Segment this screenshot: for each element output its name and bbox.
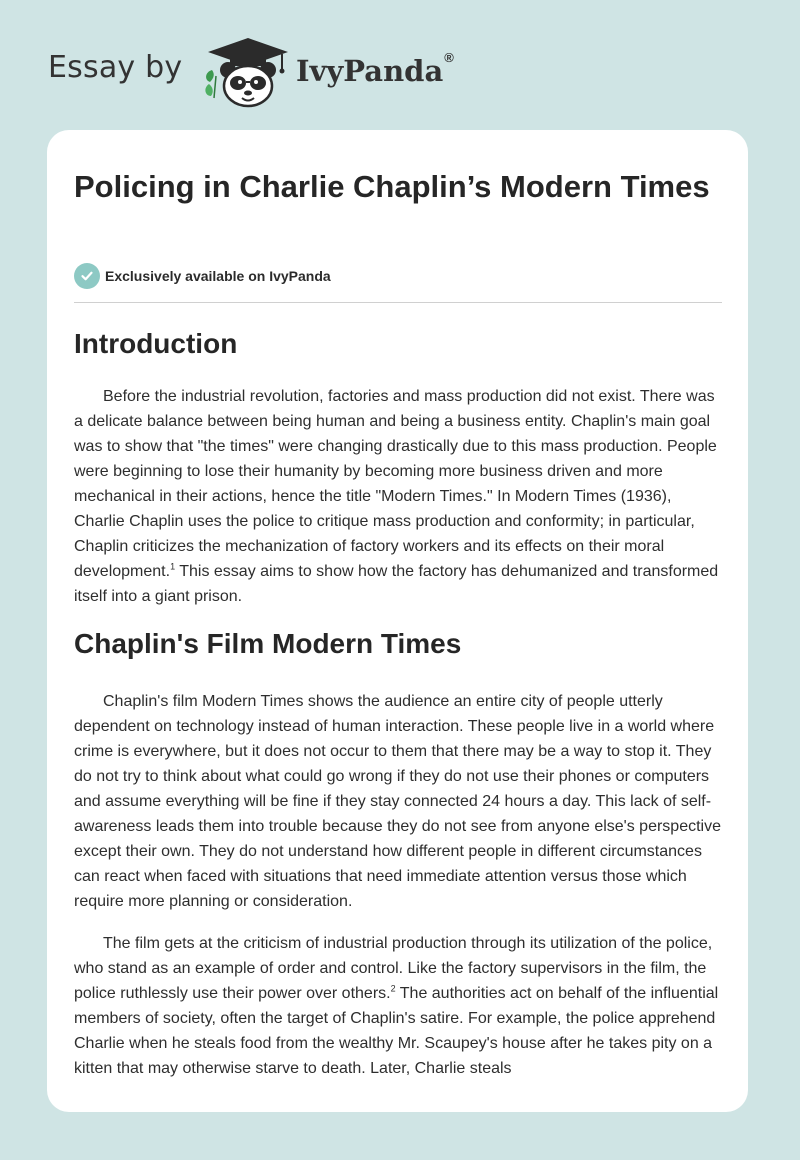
registered-mark: ® xyxy=(444,50,454,65)
exclusive-badge xyxy=(74,263,331,289)
paragraph-text: The film gets at the criticism of industrial production through its utilization of the police, who stand as an example of order and control. Like the factory supervisors in the film, the police ruthlessly use their power over others. xyxy=(74,935,713,1002)
divider xyxy=(74,302,722,303)
paragraph-introduction xyxy=(74,384,724,609)
exclusive-label: Exclusively available on IvyPanda xyxy=(105,268,331,284)
paragraph-text: Before the industrial revolution, factories and mass production did not exist. There was a delicate balance between being human and being a business entity. Chaplin's main goal was to show that "the times" were changing drastically due to this mass production. People were beginning to lose their humanity by becoming more business driven and more mechanical in their actions, hence the title "Modern Times." In Modern Times (1936), Charlie Chaplin uses the police to critique mass production and conformity; in particular, Chaplin criticizes the mechanization of factory workers and its effects on their moral development. xyxy=(74,388,717,580)
brand-label: IvyPanda xyxy=(296,54,444,88)
page-title: Policing in Charlie Chaplin’s Modern Times xyxy=(74,169,710,204)
footnote-ref[interactable]: 1 xyxy=(170,561,176,572)
section-heading-introduction: Introduction xyxy=(74,328,238,359)
brand-name[interactable] xyxy=(296,50,454,88)
site-header xyxy=(0,0,800,130)
paragraph-text: This essay aims to show how the factory has dehumanized and transformed itself into a giant prison. xyxy=(74,563,719,605)
paragraph-chaplin-film-2 xyxy=(74,931,724,1081)
section-heading-chaplin-film: Chaplin's Film Modern Times xyxy=(74,628,462,659)
footnote-ref[interactable]: 2 xyxy=(390,983,396,994)
essay-by-label: Essay by xyxy=(48,50,183,85)
essay-card xyxy=(47,130,748,1112)
paragraph-text: The authorities act on behalf of the influential members of society, often the target of Chaplin's satire. For example, the police apprehend Charlie when he steals food from the wealthy Mr. Scaupey's house after he takes pity on a kitten that may otherwise starve to death. Later, Charlie steals xyxy=(74,985,719,1077)
ivypanda-logo-icon[interactable] xyxy=(202,36,294,108)
essay-body xyxy=(74,324,724,1081)
check-circle-icon xyxy=(74,263,100,289)
paragraph-chaplin-film-1: Chaplin's film Modern Times shows the audience an entire city of people utterly dependent on technology instead of human interaction. These people live in a world where crime is everywhere, but it does not occur to them that there may be a way to stop it. They do not try to think about what could go wrong if they do not use their phones or computers and assume everything will be fine if they stay connected 24 hours a day. This lack of self-awareness leads them into trouble because they do not see from anyone else's perspective except their own. They do not understand how different people in different circumstances can react when faced with situations that need immediate attention versus those which require more planning or consideration. xyxy=(74,693,721,910)
